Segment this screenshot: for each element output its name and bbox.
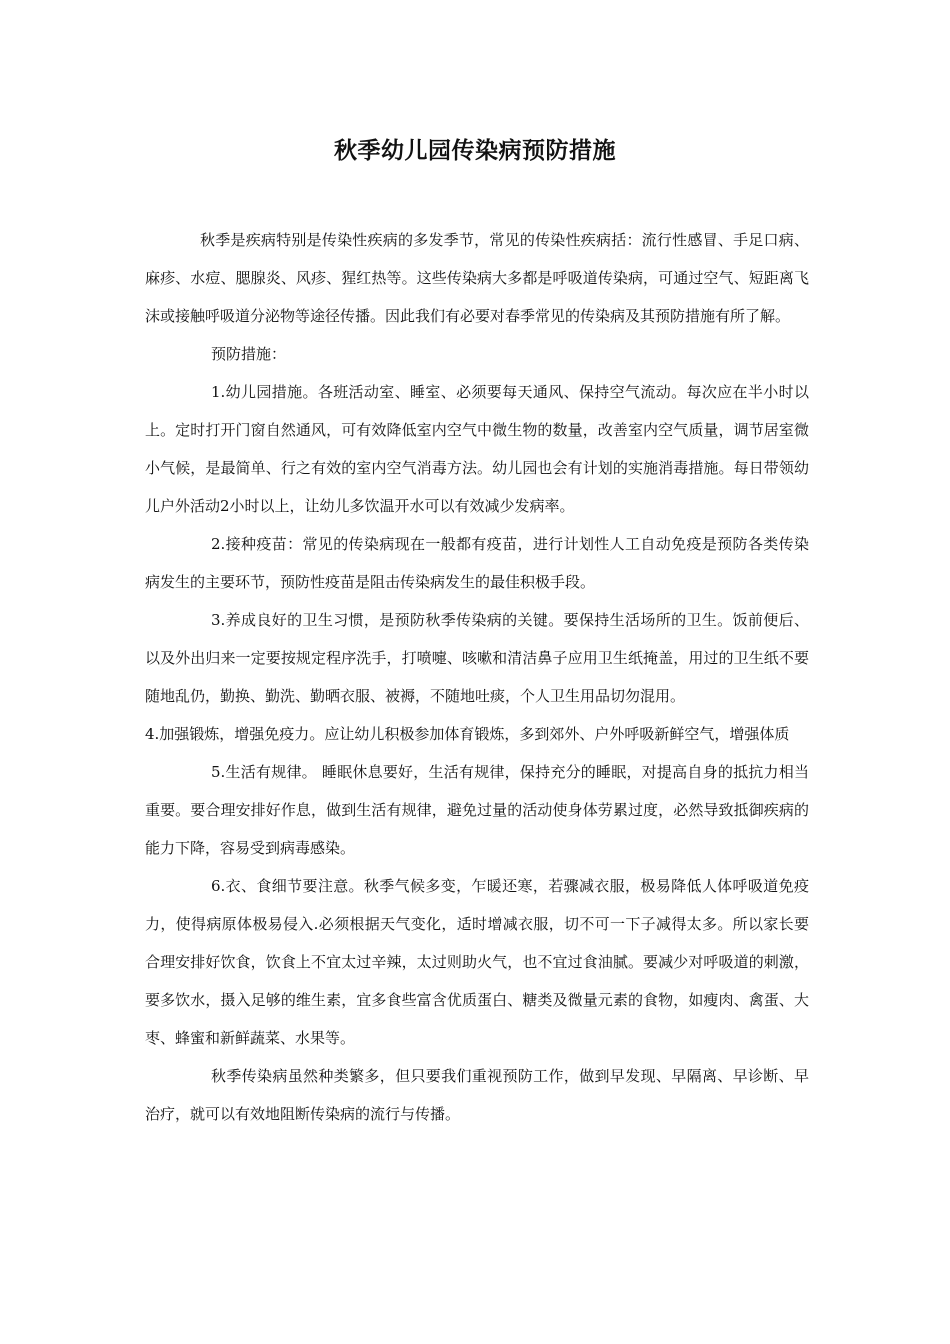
paragraph-measure-3: 3.养成良好的卫生习惯，是预防秋季传染病的关键。要保持生活场所的卫生。饭前便后、以及外出归来一定要按规定程序洗手，打喷嚏、咳嗽和清洁鼻子应用卫生纸掩盖，用过的卫生纸不要随地乱仍，勤换、勤洗、勤晒衣服、被褥，不随地吐痰，个人卫生用品切勿混用。	[145, 611, 809, 705]
paragraph-conclusion: 秋季传染病虽然种类繁多，但只要我们重视预防工作，做到早发现、早隔离、早诊断、早治疗，就可以有效地阻断传染病的流行与传播。	[145, 1067, 809, 1123]
paragraph-measure-1: 1.幼儿园措施。各班活动室、睡室、必须要每天通风、保持空气流动。每次应在半小时以上。定时打开门窗自然通风，可有效降低室内空气中微生物的数量，改善室内空气质量，调节居室微小气候，是最简单、行之有效的室内空气消毒方法。幼儿园也会有计划的实施消毒措施。每日带领幼儿户外活动2小时以上，让幼儿多饮温开水可以有效减少发病率。	[145, 383, 809, 515]
paragraph-measure-6: 6.衣、食细节要注意。秋季气候多变，乍暖还寒，若骤减衣服，极易降低人体呼吸道免疫力，使得病原体极易侵入.必须根据天气变化，适时增减衣服，切不可一下子减得太多。所以家长要合理安排好饮食，饮食上不宜太过辛辣，太过则助火气，也不宜过食油腻。要减少对呼吸道的刺激，要多饮水，摄入足够的维生素，宜多食些富含优质蛋白、糖类及微量元素的食物，如瘦肉、禽蛋、大枣、蜂蜜和新鲜蔬菜、水果等。	[145, 877, 809, 1047]
paragraph-measures-heading: 预防措施：	[211, 345, 287, 363]
paragraph-measure-5: 5.生活有规律。 睡眠休息要好，生活有规律，保持充分的睡眠，对提高自身的抵抗力相当重要。要合理安排好作息，做到生活有规律，避免过量的活动使身体劳累过度，必然导致抵御疾病的能力下降，容易受到病毒感染。	[145, 763, 809, 857]
document-title: 秋季幼儿园传染病预防措施	[334, 138, 616, 164]
document-body	[145, 221, 809, 1133]
paragraph-intro: 秋季是疾病特别是传染性疾病的多发季节，常见的传染性疾病括：流行性感冒、手足口病、麻疹、水痘、腮腺炎、风疹、猩红热等。这些传染病大多都是呼吸道传染病，可通过空气、短距离飞沫或接触呼吸道分泌物等途径传播。因此我们有必要对春季常见的传染病及其预防措施有所了解。	[145, 231, 809, 325]
paragraph-measure-4: 4.加强锻炼，增强免疫力。应让幼儿积极参加体育锻炼，多到郊外、户外呼吸新鲜空气，增强体质	[145, 725, 790, 743]
paragraph-measure-2: 2.接种疫苗：常见的传染病现在一般都有疫苗，进行计划性人工自动免疫是预防各类传染病发生的主要环节，预防性疫苗是阻击传染病发生的最佳积极手段。	[145, 535, 809, 591]
